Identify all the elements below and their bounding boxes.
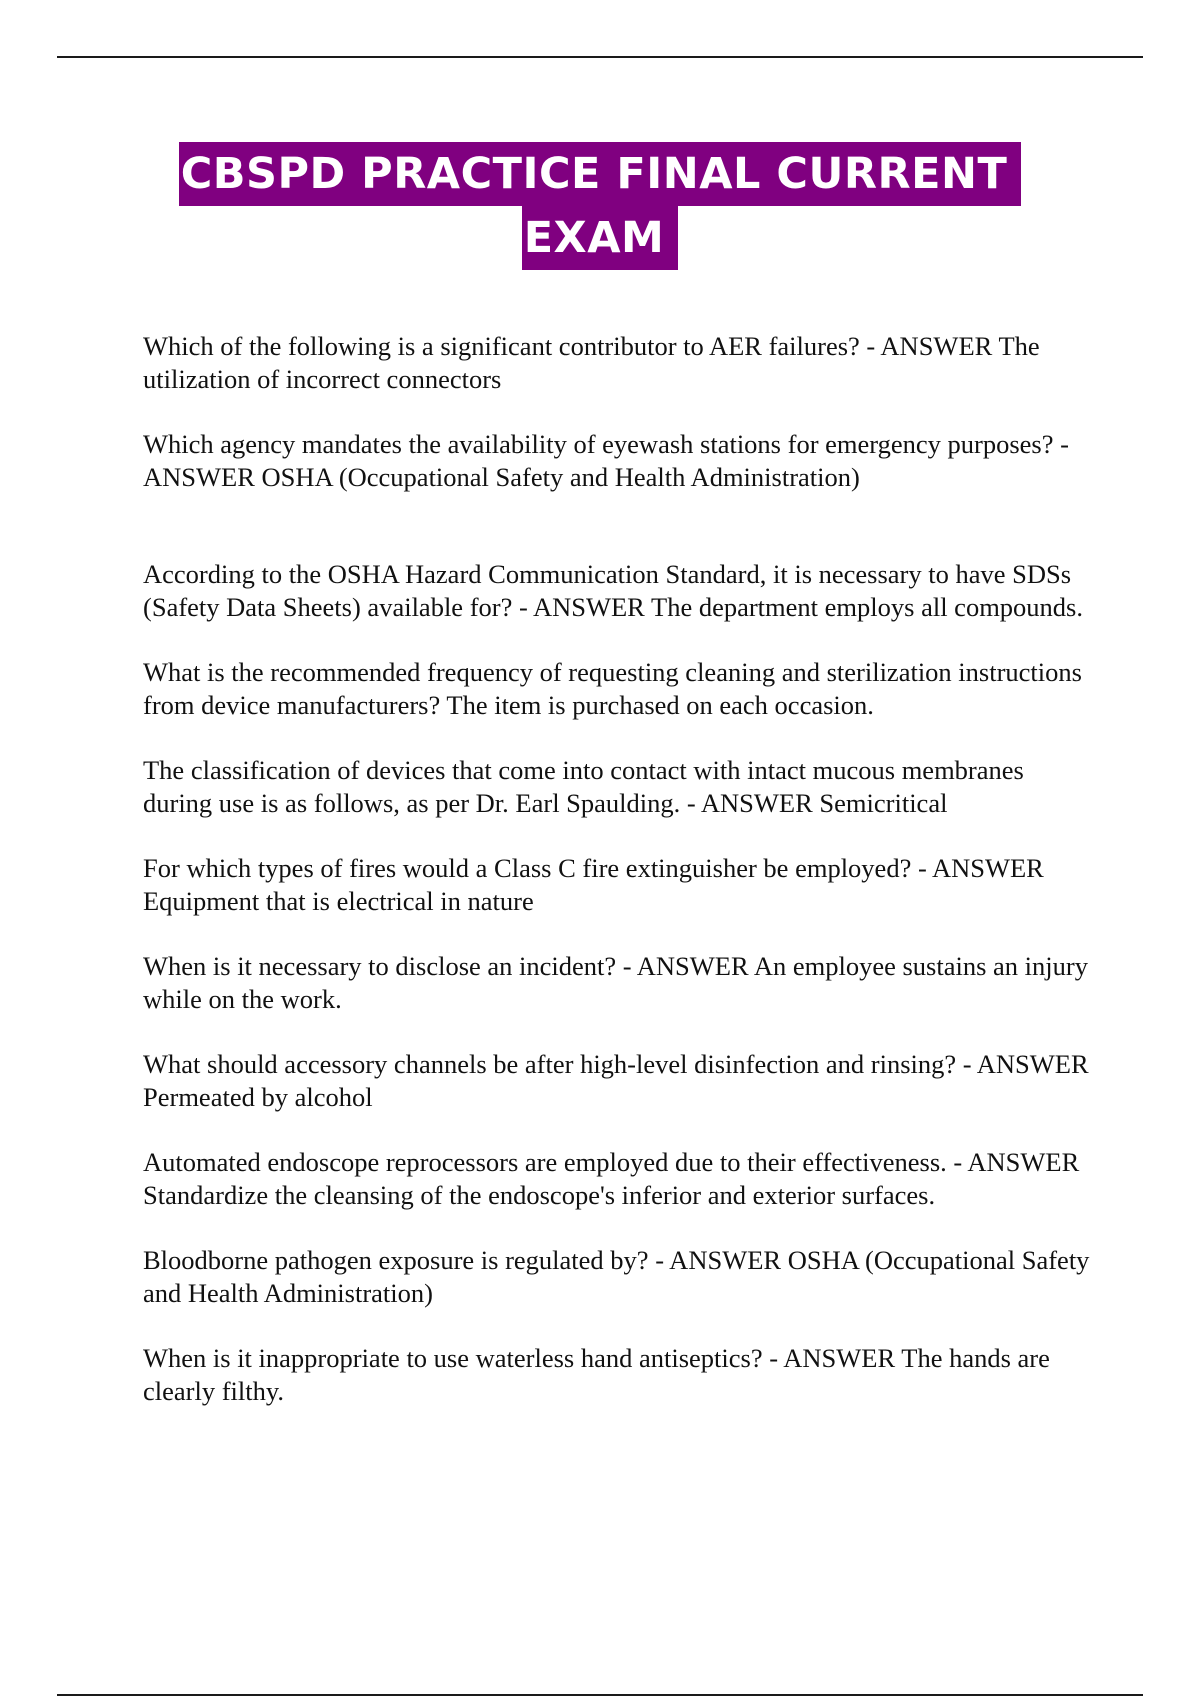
qa-item-7: When is it necessary to disclose an incident? - ANSWER An employee sustains an injury while on the work. bbox=[143, 951, 1088, 1014]
qa-item-1: Which of the following is a significant contributor to AER failures? - ANSWER The utilization of incorrect connectors bbox=[143, 331, 1040, 394]
qa-item-4: What is the recommended frequency of requesting cleaning and sterilization instructions from device manufacturers? The item is purchased on each occasion. bbox=[143, 657, 1082, 720]
document-title bbox=[0, 142, 1200, 270]
qa-item-5: The classification of devices that come into contact with intact mucous membranes during use is as follows, as per Dr. Earl Spaulding. - ANSWER Semicritical bbox=[143, 755, 1024, 818]
qa-item-8: What should accessory channels be after high-level disinfection and rinsing? - ANSWER Permeated by alcohol bbox=[143, 1049, 1089, 1112]
top-rule bbox=[57, 56, 1143, 58]
qa-item-3: According to the OSHA Hazard Communication Standard, it is necessary to have SDSs (Safety Data Sheets) available for? - ANSWER The department employs all compounds. bbox=[143, 559, 1083, 622]
qa-item-6: For which types of fires would a Class C fire extinguisher be employed? - ANSWER Equipment that is electrical in nature bbox=[143, 853, 1044, 916]
title-line-2: EXAM bbox=[522, 206, 679, 270]
qa-list bbox=[143, 330, 1093, 1408]
bottom-rule bbox=[57, 1694, 1143, 1696]
qa-item-9: Automated endoscope reprocessors are employed due to their effectiveness. - ANSWER Standardize the cleansing of the endoscope's inferior and exterior surfaces. bbox=[143, 1147, 1080, 1210]
qa-item-11: When is it inappropriate to use waterless hand antiseptics? - ANSWER The hands are clearly filthy. bbox=[143, 1343, 1050, 1406]
title-line-1: CBSPD PRACTICE FINAL CURRENT bbox=[179, 142, 1022, 206]
qa-item-2: Which agency mandates the availability of eyewash stations for emergency purposes? - ANSWER OSHA (Occupational Safety and Health Administration) bbox=[143, 429, 1069, 492]
qa-item-10: Bloodborne pathogen exposure is regulated by? - ANSWER OSHA (Occupational Safety and Health Administration) bbox=[143, 1245, 1090, 1308]
